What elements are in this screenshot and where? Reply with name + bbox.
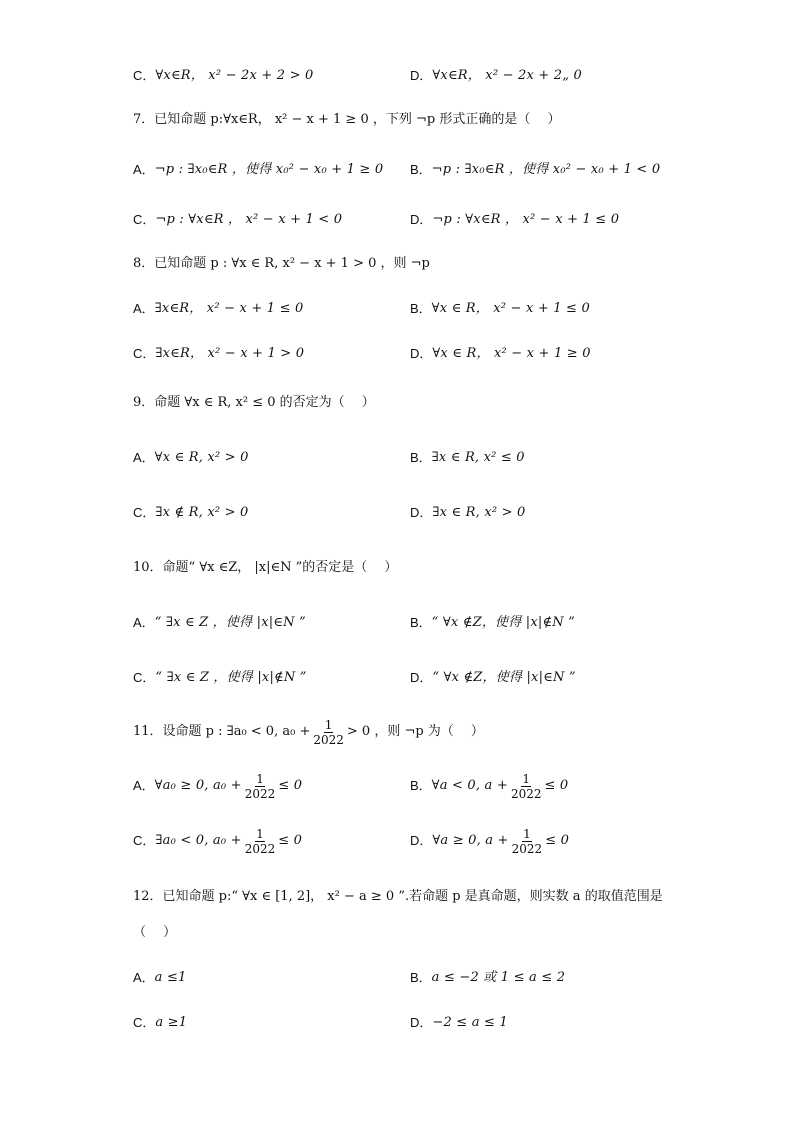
option-expr: ¬p : ∀x∈R ， x² − x + 1 ≤ 0 [432,212,620,227]
fraction [244,827,277,856]
q9-option-c[interactable] [133,498,249,528]
option-label: D． [410,68,433,83]
q7-option-b[interactable] [410,155,660,185]
fraction [511,827,544,856]
option-label: C． [133,833,156,848]
q11-option-a[interactable] [133,771,302,801]
option-expr: “ ∃x ∈ Z ，使得 |x|∉N ” [155,670,307,685]
fraction-numerator: 1 [256,771,264,786]
q12-stem-line1: 12．已知命题 p:“ ∀x ∈ [1, 2]， x² − a ≥ 0 ”.若命题 p 是真命题，则实数 a 的取值范围是 [133,889,663,904]
q9-stem: 9．命题 ∀x ∈ R, x² ≤ 0 的否定为（ ） [133,395,375,410]
q12-option-a[interactable] [133,963,187,993]
q6-option-c[interactable] [133,61,313,91]
fraction [312,718,345,747]
option-label: C． [133,68,156,83]
option-expr: “ ∀x ∉Z，使得 |x|∉N ” [431,615,576,630]
fraction-denominator: 2022 [510,786,542,801]
option-expr: a ≥1 [155,1015,188,1030]
fraction [510,772,543,801]
option-label: B． [410,450,432,465]
fraction-numerator: 1 [523,826,531,841]
q10-option-c[interactable] [133,663,307,693]
q10-option-a[interactable] [133,608,306,638]
option-expr: ∃x∈R， x² − x + 1 ≤ 0 [154,301,304,316]
q9-option-a[interactable] [133,443,249,473]
option-expr-pre: ∀a₀ ≥ 0, a₀ + [154,778,242,793]
fraction-denominator: 2022 [511,841,543,856]
option-expr-post: ≤ 0 [278,778,303,793]
fraction-numerator: 1 [522,771,531,786]
option-expr: −2 ≤ a ≤ 1 [432,1015,508,1030]
q6-option-d[interactable] [410,61,582,91]
option-expr: ∀x ∈ R, x² > 0 [154,450,249,465]
q12-option-b[interactable] [410,963,565,993]
option-label: C． [133,505,156,520]
option-expr-post: ≤ 0 [545,833,570,848]
option-expr-pre: ∃a₀ < 0, a₀ + [155,833,242,848]
option-label: D． [410,670,433,685]
option-expr-pre: ∀a ≥ 0, a + [432,833,509,848]
option-expr: ∃x ∈ R, x² > 0 [432,505,526,520]
q8-stem: 8．已知命题 p : ∀x ∈ R, x² − x + 1 > 0 ，则 ¬p [133,256,430,271]
option-label: B． [410,615,432,630]
option-label: A． [133,970,155,985]
q10-option-d[interactable] [410,663,576,693]
q8-option-c[interactable] [133,339,304,369]
option-label: A． [133,162,155,177]
option-expr: ¬p : ∃x₀∈R ，使得 x₀² − x₀ + 1 < 0 [431,162,661,177]
fraction-denominator: 2022 [313,732,344,747]
option-label: A． [133,450,155,465]
q12-option-c[interactable] [133,1008,187,1038]
fraction-numerator: 1 [256,826,264,841]
q8-option-d[interactable] [410,339,591,369]
option-expr-pre: ∀a < 0, a + [431,778,508,793]
option-label: C． [133,1015,156,1030]
q10-stem: 10．命题“ ∀x ∈Z， |x|∈N ”的否定是（ ） [133,560,398,575]
option-expr: ¬p : ∃x₀∈R ，使得 x₀² − x₀ + 1 ≥ 0 [154,162,384,177]
option-label: C． [133,346,156,361]
q8-option-a[interactable] [133,294,304,324]
q11-option-b[interactable] [410,771,568,801]
option-expr: ∃x ∈ R, x² ≤ 0 [431,450,525,465]
q12-option-d[interactable] [410,1008,508,1038]
q12-stem-line2: （ ） [133,925,177,940]
option-label: B． [410,778,432,793]
option-label: C． [133,670,156,685]
option-expr: “ ∀x ∉Z，使得 |x|∈N ” [432,670,576,685]
q7-stem: 7．已知命题 p:∀x∈R， x² − x + 1 ≥ 0 ，下列 ¬p 形式正确的是（ ） [133,112,561,127]
q11-stem-post: > 0 ，则 ¬p 为（ ） [346,724,484,739]
option-expr: ∀x∈R， x² − 2x + 2„ 0 [432,68,582,83]
option-label: D． [410,833,433,848]
q11-option-d[interactable] [410,826,569,856]
option-expr-post: ≤ 0 [278,833,303,848]
fraction-denominator: 2022 [244,841,276,856]
q7-option-c[interactable] [133,205,342,235]
option-label: A． [133,301,155,316]
q8-option-b[interactable] [410,294,590,324]
q7-option-a[interactable] [133,155,383,185]
option-expr: ¬p : ∀x∈R ， x² − x + 1 < 0 [155,212,343,227]
option-label: C． [133,212,156,227]
option-label: B． [410,162,432,177]
fraction [244,772,277,801]
option-expr: ∀x ∈ R， x² − x + 1 ≤ 0 [431,301,590,316]
option-label: D． [410,212,433,227]
option-label: A． [133,615,155,630]
option-label: B． [410,301,432,316]
q9-option-b[interactable] [410,443,525,473]
fraction-numerator: 1 [324,717,333,732]
q10-option-b[interactable] [410,608,575,638]
option-label: A． [133,778,155,793]
q11-option-c[interactable] [133,826,302,856]
option-label: D． [410,1015,433,1030]
option-expr: a ≤1 [154,970,187,985]
option-expr: ∀x∈R， x² − 2x + 2 > 0 [155,68,314,83]
q11-stem [133,717,484,747]
option-expr: a ≤ −2 或 1 ≤ a ≤ 2 [431,970,566,985]
option-expr: “ ∃x ∈ Z ，使得 |x|∈N ” [154,615,306,630]
option-label: D． [410,346,433,361]
q7-option-d[interactable] [410,205,619,235]
option-label: B． [410,970,432,985]
fraction-denominator: 2022 [244,786,276,801]
option-label: D． [410,505,433,520]
option-expr: ∃x ∉ R, x² > 0 [155,505,249,520]
q9-option-d[interactable] [410,498,526,528]
q11-stem-pre: 11．设命题 p : ∃a₀ < 0, a₀ + [133,724,311,739]
option-expr-post: ≤ 0 [544,778,569,793]
option-expr: ∃x∈R， x² − x + 1 > 0 [155,346,305,361]
option-expr: ∀x ∈ R， x² − x + 1 ≥ 0 [432,346,591,361]
